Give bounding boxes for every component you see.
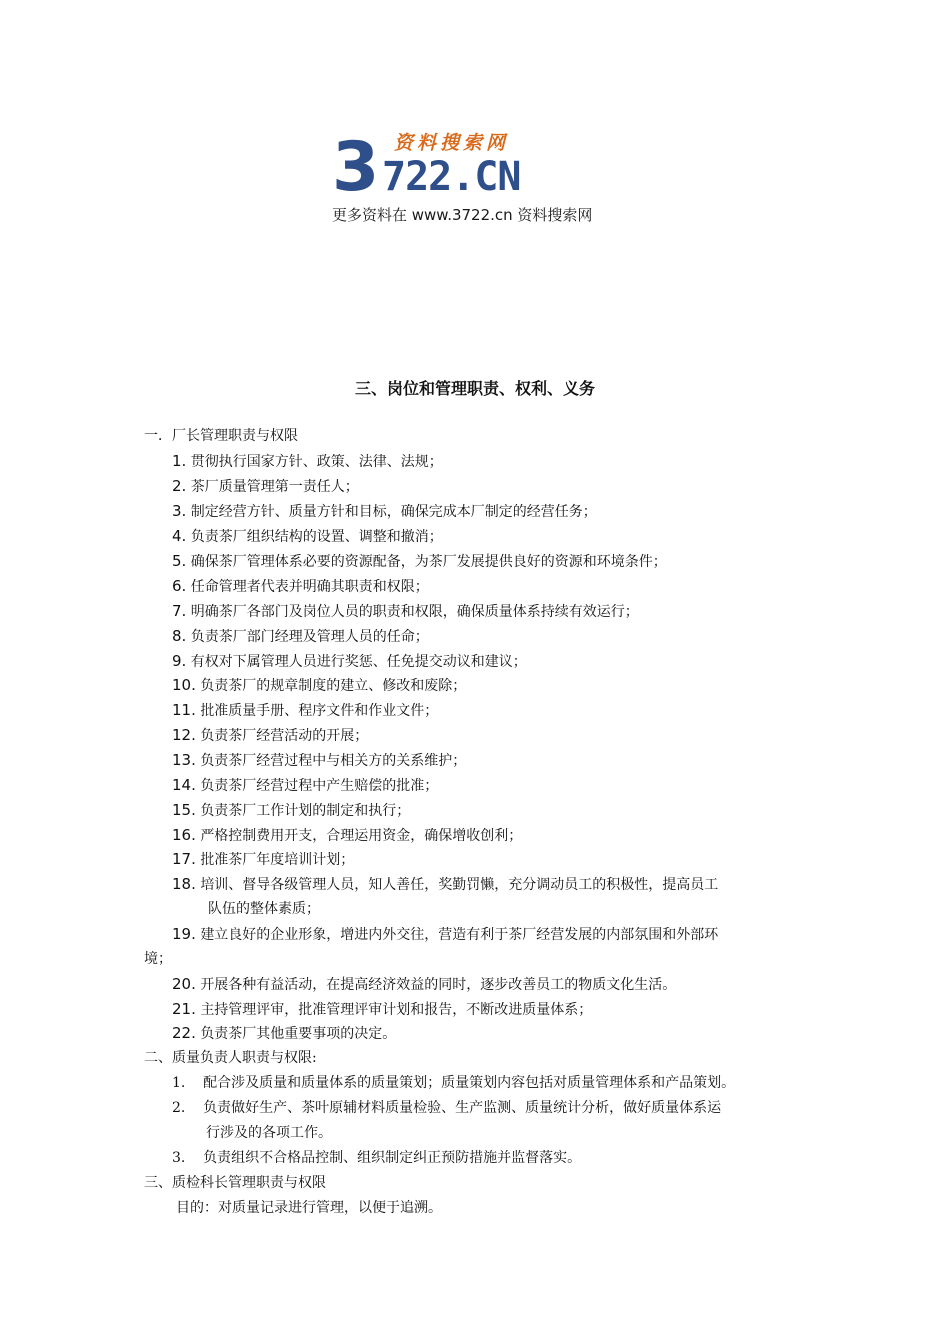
item-text: 明确茶厂各部门及岗位人员的职责和权限，确保质量体系持续有效运行； (190, 604, 639, 620)
list-item (172, 576, 429, 597)
item-continuation: 队伍的整体素质； (208, 901, 320, 917)
list-item (172, 924, 718, 945)
list-item (172, 1098, 721, 1118)
section1-heading: 一．厂长管理职责与权限 (144, 428, 298, 444)
logo-tagline: 更多资料在 www.3722.cn 资料搜索网 (332, 206, 593, 224)
list-item (172, 800, 410, 821)
item-number: 1. (172, 1075, 186, 1091)
item-number: 13. (172, 751, 196, 769)
item-text: 培训、督导各级管理人员，知人善任，奖勤罚懒，充分调动员工的积极性，提高员工 (200, 877, 719, 893)
list-item (172, 626, 429, 647)
list-item (172, 700, 438, 721)
item-number: 1. (172, 452, 187, 470)
item-number: 12. (172, 726, 196, 744)
list-item (172, 874, 718, 895)
item-number: 8. (172, 627, 187, 645)
item-number: 3. (172, 502, 187, 520)
item-text: 负责茶厂经营活动的开展； (200, 728, 369, 744)
item-number: 6. (172, 577, 187, 595)
item-number: 2. (172, 1100, 186, 1116)
item-number: 17. (172, 850, 196, 868)
list-item (172, 651, 527, 672)
list-item (172, 750, 466, 771)
item-text: 确保茶厂管理体系必要的资源配备，为茶厂发展提供良好的资源和环境条件； (190, 554, 667, 570)
item-text: 建立良好的企业形象，增进内外交往，营造有利于茶厂经营发展的内部氛围和外部环 (200, 927, 719, 943)
list-item (172, 1148, 581, 1168)
item-continuation: 行涉及的各项工作。 (206, 1125, 332, 1141)
item-text: 主持管理评审，批准管理评审计划和报告，不断改进质量体系； (200, 1002, 593, 1018)
item-text: 任命管理者代表并明确其职责和权限； (190, 579, 429, 595)
list-item (172, 601, 639, 622)
item-number: 3. (172, 1150, 186, 1166)
item-text: 负责茶厂其他重要事项的决定。 (200, 1026, 397, 1042)
item-number: 11. (172, 701, 196, 719)
logo-main-text: 722.CN (382, 154, 521, 200)
item-text: 负责茶厂工作计划的制定和执行； (200, 803, 411, 819)
list-item (172, 775, 438, 796)
item-text: 批准质量手册、程序文件和作业文件； (200, 703, 439, 719)
item-text: 制定经营方针、质量方针和目标，确保完成本厂制定的经营任务； (190, 504, 597, 520)
item-number: 14. (172, 776, 196, 794)
item-number: 9. (172, 652, 187, 670)
item-number: 22. (172, 1024, 196, 1042)
item-text: 负责茶厂组织结构的设置、调整和撤消； (190, 529, 443, 545)
section3-heading: 三、质检科长管理职责与权限 (144, 1175, 326, 1191)
item-text: 负责茶厂经营过程中产生赔偿的批准； (200, 778, 439, 794)
item-number: 19. (172, 925, 196, 943)
list-item (172, 725, 368, 746)
item-text: 茶厂质量管理第一责任人； (190, 479, 359, 495)
list-item (172, 825, 522, 846)
item-number: 15. (172, 801, 196, 819)
item-text: 负责茶厂的规章制度的建立、修改和废除； (200, 678, 467, 694)
item-number: 2. (172, 477, 187, 495)
list-item (172, 451, 443, 472)
list-item (172, 999, 592, 1020)
list-item (172, 551, 667, 572)
logo-top-text: 资料搜索网 (394, 132, 510, 154)
section3-purpose: 目的：对质量记录进行管理，以便于追溯。 (176, 1200, 442, 1216)
item-number: 7. (172, 602, 187, 620)
section2-heading: 二、质量负责人职责与权限: (144, 1050, 317, 1066)
list-item (172, 526, 443, 547)
item-text: 负责茶厂经营过程中与相关方的关系维护； (200, 753, 467, 769)
item-continuation: 境； (144, 951, 172, 967)
logo-digit: 3 (332, 128, 380, 207)
item-number: 18. (172, 875, 196, 893)
item-number: 21. (172, 1000, 196, 1018)
item-text: 配合涉及质量和质量体系的质量策划；质量策划内容包括对质量管理体系和产品策划。 (203, 1075, 736, 1091)
list-item (172, 1023, 396, 1044)
item-text: 贯彻执行国家方针、政策、法律、法规； (190, 454, 443, 470)
item-text: 开展各种有益活动，在提高经济效益的同时，逐步改善员工的物质文化生活。 (200, 977, 677, 993)
document-title: 三、岗位和管理职责、权利、义务 (354, 379, 595, 398)
list-item (172, 675, 466, 696)
list-item (172, 974, 676, 995)
list-item (172, 476, 359, 497)
item-number: 20. (172, 975, 196, 993)
list-item (172, 1073, 735, 1093)
item-text: 严格控制费用开支，合理运用资金，确保增收创利； (200, 828, 523, 844)
item-text: 负责组织不合格品控制、组织制定纠正预防措施并监督落实。 (203, 1150, 582, 1166)
item-text: 负责做好生产、茶叶原辅材料质量检验、生产监测、质量统计分析，做好质量体系运 (203, 1100, 722, 1116)
item-text: 有权对下属管理人员进行奖惩、任免提交动议和建议； (190, 654, 527, 670)
item-text: 负责茶厂部门经理及管理人员的任命； (190, 629, 429, 645)
list-item (172, 501, 597, 522)
item-number: 5. (172, 552, 187, 570)
site-logo (332, 130, 612, 230)
item-text: 批准茶厂年度培训计划； (200, 852, 355, 868)
item-number: 16. (172, 826, 196, 844)
list-item (172, 849, 354, 870)
item-number: 10. (172, 676, 196, 694)
item-number: 4. (172, 527, 187, 545)
